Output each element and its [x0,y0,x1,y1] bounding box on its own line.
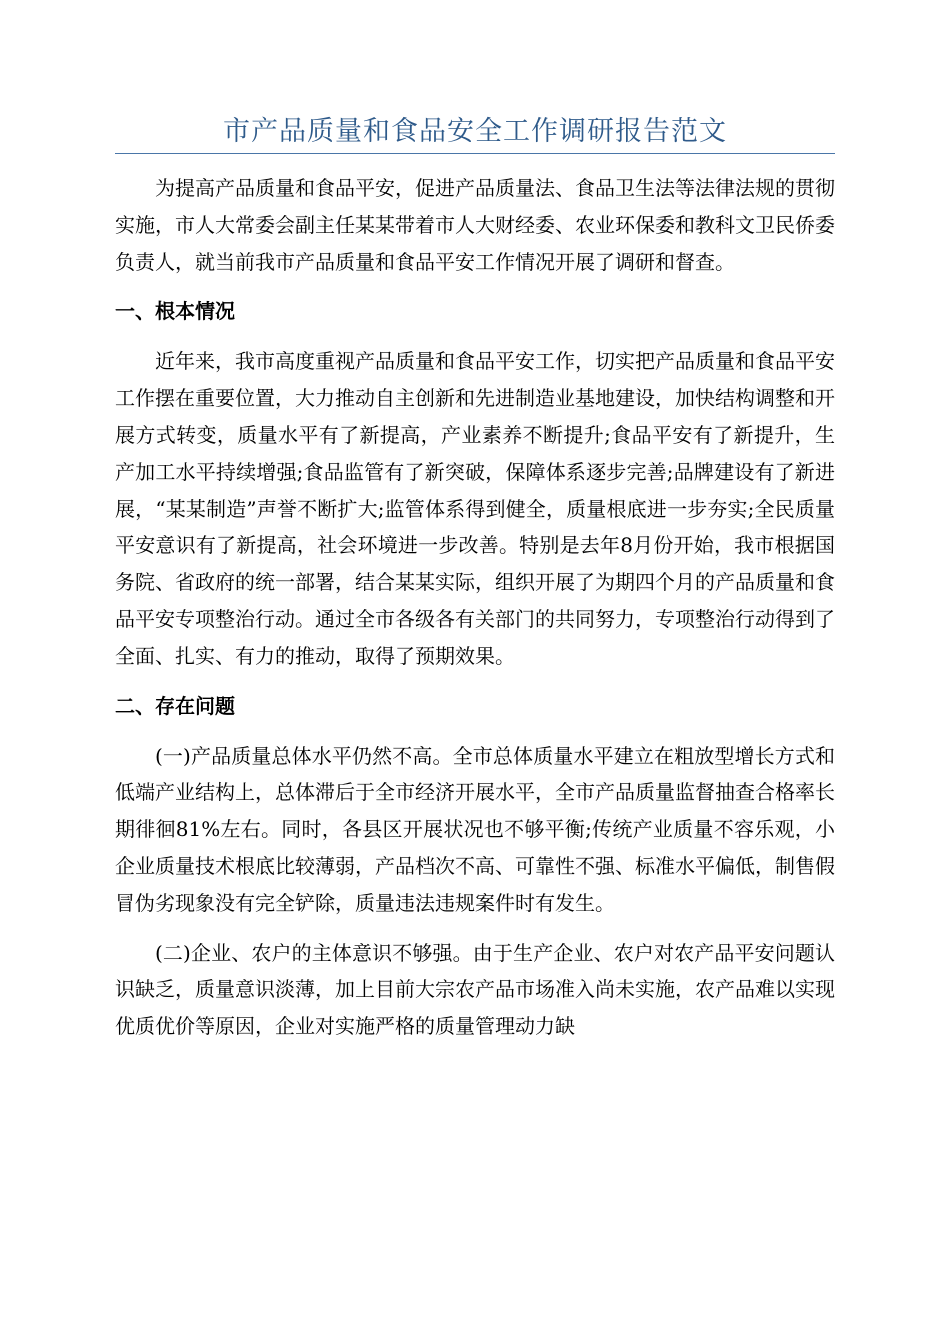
intro-paragraph: 为提高产品质量和食品平安，促进产品质量法、食品卫生法等法律法规的贯彻实施，市人大常委会副主任某某带着市人大财经委、农业环保委和教科文卫民侨委负责人，就当前我市产品质量和食品平安工作情况开展了调研和督查。 [115,176,835,274]
section-heading-problems: 二、存在问题 [115,693,235,718]
document-body [115,170,835,1058]
document-title: 市产品质量和食品安全工作调研报告范文 [223,116,727,147]
problem-item-2: (二)企业、农户的主体意识不够强。由于生产企业、农户对农产品平安问题认识缺乏，质量意识淡薄，加上目前大宗农产品市场准入尚未实施，农产品难以实现优质优价等原因，企业对实施严格的质量管理动力缺 [115,940,835,1039]
problem-item-1: (一)产品质量总体水平仍然不高。全市总体质量水平建立在粗放型增长方式和低端产业结构上，总体滞后于全市经济开展水平，全市产品质量监督抽查合格率长期徘徊81%左右。同时，各县区开展状况也不够平衡;传统产业质量不容乐观，小企业质量技术根底比较薄弱，产品档次不高、可靠性不强、标准水平偏低，制售假冒伪劣现象没有完全铲除，质量违法违规案件时有发生。 [115,743,835,915]
basic-situation-paragraph: 近年来，我市高度重视产品质量和食品平安工作，切实把产品质量和食品平安工作摆在重要位置，大力推动自主创新和先进制造业基地建设，加快结构调整和开展方式转变，质量水平有了新提高，产业素养不断提升;食品平安有了新提升，生产加工水平持续增强;食品监管有了新突破，保障体系逐步完善;品牌建设有了新进展，“某某制造”声誉不断扩大;监管体系得到健全，质量根底进一步夯实;全民质量平安意识有了新提高，社会环境进一步改善。特别是去年8月份开始，我市根据国务院、省政府的统一部署，结合某某实际，组织开展了为期四个月的产品质量和食品平安专项整治行动。通过全市各级各有关部门的共同努力，专项整治行动得到了全面、扎实、有力的推动，取得了预期效果。 [115,349,835,668]
title-underline [115,153,835,154]
section-heading-basic-situation: 一、根本情况 [115,299,235,324]
